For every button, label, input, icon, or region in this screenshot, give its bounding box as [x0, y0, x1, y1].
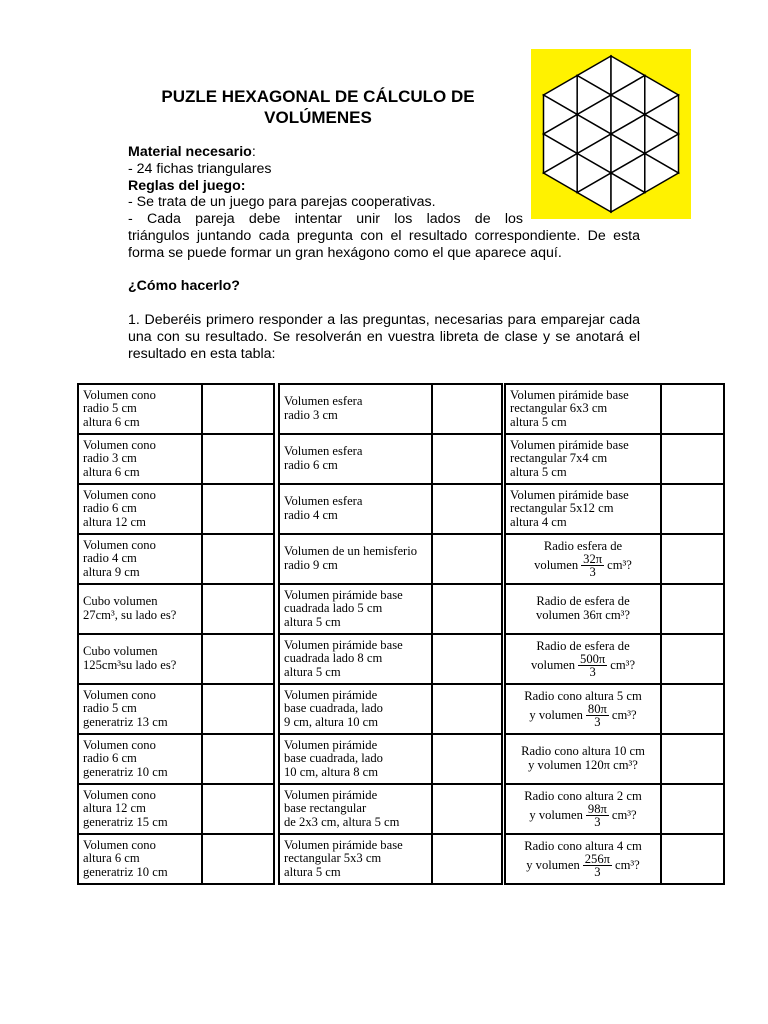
table-row	[505, 784, 724, 834]
table-row	[78, 484, 274, 534]
answer-cell[interactable]	[432, 384, 502, 434]
question-cell: Radio cono altura 10 cm y volumen 120π cm³?	[505, 734, 661, 784]
question-cell: Cubo volumen 125cm³su lado es?	[78, 634, 202, 684]
answer-cell[interactable]	[661, 534, 724, 584]
how-step-1: 1. Deberéis primero responder a las preguntas, necesarias para emparejar cada una con su resultado. Se resolverán en vuestra libreta de clase y se anotará el resultado en esta tabla:	[128, 311, 640, 362]
question-cell: Volumen cono altura 6 cm generatriz 10 cm	[78, 834, 202, 884]
question-cell: Volumen esfera radio 3 cm	[279, 384, 432, 434]
table-row	[505, 534, 724, 584]
answer-cell[interactable]	[661, 434, 724, 484]
question-cell: Volumen cono radio 5 cm altura 6 cm	[78, 384, 202, 434]
material-item: - 24 fichas triangulares	[128, 160, 272, 177]
answer-cell[interactable]	[661, 384, 724, 434]
question-cell: Radio cono altura 5 cm y volumen $\frac{80\pi}{3}$ cm³?	[505, 684, 661, 734]
table-row	[78, 584, 274, 634]
table-row	[78, 534, 274, 584]
material-heading: Material necesario	[128, 144, 252, 160]
question-cell: Volumen cono radio 6 cm altura 12 cm	[78, 484, 202, 534]
question-cell: Volumen pirámide base rectangular 6x3 cm altura 5 cm	[505, 384, 661, 434]
answer-cell[interactable]	[202, 384, 274, 434]
answer-cell[interactable]	[432, 434, 502, 484]
table-row	[78, 734, 274, 784]
answer-cell[interactable]	[661, 684, 724, 734]
answer-cell[interactable]	[432, 734, 502, 784]
answer-cell[interactable]	[661, 634, 724, 684]
question-cell: Volumen pirámide base cuadrada, lado 9 cm, altura 10 cm	[279, 684, 432, 734]
answer-cell[interactable]	[202, 734, 274, 784]
answer-cell[interactable]	[661, 484, 724, 534]
table-row	[78, 434, 274, 484]
answer-cell[interactable]	[661, 834, 724, 884]
answer-cell[interactable]	[202, 684, 274, 734]
table-row	[505, 584, 724, 634]
table-row	[505, 834, 724, 884]
answer-cell[interactable]	[202, 584, 274, 634]
answer-cell[interactable]	[202, 784, 274, 834]
question-cell: Radio cono altura 2 cm y volumen $\frac{98\pi}{3}$ cm³?	[505, 784, 661, 834]
question-cell: Volumen cono radio 3 cm altura 6 cm	[78, 434, 202, 484]
question-cell: Volumen esfera radio 6 cm	[279, 434, 432, 484]
question-cell: Volumen pirámide base cuadrada lado 8 cm altura 5 cm	[279, 634, 432, 684]
table-row	[78, 684, 274, 734]
question-cell: Volumen cono radio 5 cm generatriz 13 cm	[78, 684, 202, 734]
question-cell: Volumen esfera radio 4 cm	[279, 484, 432, 534]
questions-table-1	[77, 383, 275, 885]
table-row	[78, 784, 274, 834]
answer-cell[interactable]	[661, 734, 724, 784]
question-cell: Radio de esfera de volumen 36π cm³?	[505, 584, 661, 634]
answer-cell[interactable]	[202, 484, 274, 534]
answer-cell[interactable]	[432, 584, 502, 634]
question-cell: Volumen pirámide base rectangular 5x3 cm altura 5 cm	[279, 834, 432, 884]
table-row	[279, 534, 502, 584]
material-line: Material necesario:	[128, 144, 256, 160]
table-row	[505, 734, 724, 784]
answer-cell[interactable]	[661, 584, 724, 634]
table-row	[505, 434, 724, 484]
table-row	[78, 834, 274, 884]
answer-cell[interactable]	[432, 784, 502, 834]
answer-cell[interactable]	[432, 834, 502, 884]
title-line-1: PUZLE HEXAGONAL DE CÁLCULO DE	[161, 87, 475, 106]
question-cell: Volumen pirámide base cuadrada, lado 10 cm, altura 8 cm	[279, 734, 432, 784]
question-cell: Volumen pirámide base rectangular 7x4 cm altura 5 cm	[505, 434, 661, 484]
question-cell: Volumen cono radio 6 cm generatriz 10 cm	[78, 734, 202, 784]
table-row	[78, 634, 274, 684]
question-cell: Volumen de un hemisferio radio 9 cm	[279, 534, 432, 584]
table-row	[505, 684, 724, 734]
title-line-2: VOLÚMENES	[264, 108, 372, 127]
table-row	[78, 384, 274, 434]
answer-cell[interactable]	[432, 634, 502, 684]
answer-cell[interactable]	[202, 534, 274, 584]
question-cell: Volumen cono altura 12 cm generatriz 15 cm	[78, 784, 202, 834]
rules-item-2-start: - Cada pareja debe intentar unir los lados de los	[128, 211, 523, 228]
answer-cell[interactable]	[202, 634, 274, 684]
question-cell: Volumen cono radio 4 cm altura 9 cm	[78, 534, 202, 584]
instructions	[128, 144, 640, 362]
question-cell: Volumen pirámide base rectangular 5x12 cm altura 4 cm	[505, 484, 661, 534]
answer-cell[interactable]	[432, 534, 502, 584]
table-row	[279, 684, 502, 734]
table-row	[279, 384, 502, 434]
question-cell: Radio esfera de volumen $\frac{32\pi}{3}$ cm³?	[505, 534, 661, 584]
table-row	[279, 784, 502, 834]
table-row	[279, 734, 502, 784]
question-cell: Radio cono altura 4 cm y volumen $\frac{256\pi}{3}$ cm³?	[505, 834, 661, 884]
questions-table-2	[278, 383, 503, 885]
table-row	[505, 634, 724, 684]
question-cell: Volumen pirámide base cuadrada lado 5 cm altura 5 cm	[279, 584, 432, 634]
rules-item-2-rest: triángulos juntando cada pregunta con el resultado correspondiente. De esta forma se puede formar un gran hexágono como el que aparece aquí.	[128, 227, 640, 261]
rules-heading: Reglas del juego:	[128, 177, 246, 194]
answer-cell[interactable]	[432, 684, 502, 734]
table-row	[279, 484, 502, 534]
question-cell: Cubo volumen 27cm³, su lado es?	[78, 584, 202, 634]
rules-item-1: - Se trata de un juego para parejas cooperativas.	[128, 194, 436, 211]
answer-cell[interactable]	[432, 484, 502, 534]
table-row	[505, 384, 724, 434]
question-cell: Radio de esfera de volumen $\frac{500\pi}{3}$ cm³?	[505, 634, 661, 684]
document-title	[128, 86, 508, 128]
answer-cell[interactable]	[202, 834, 274, 884]
questions-table-3	[504, 383, 725, 885]
table-row	[279, 584, 502, 634]
table-row	[279, 834, 502, 884]
table-row	[279, 434, 502, 484]
table-row	[279, 634, 502, 684]
table-row	[505, 484, 724, 534]
answer-cell[interactable]	[661, 784, 724, 834]
answer-cell[interactable]	[202, 434, 274, 484]
how-heading: ¿Cómo hacerlo?	[128, 278, 240, 295]
question-cell: Volumen pirámide base rectangular de 2x3 cm, altura 5 cm	[279, 784, 432, 834]
